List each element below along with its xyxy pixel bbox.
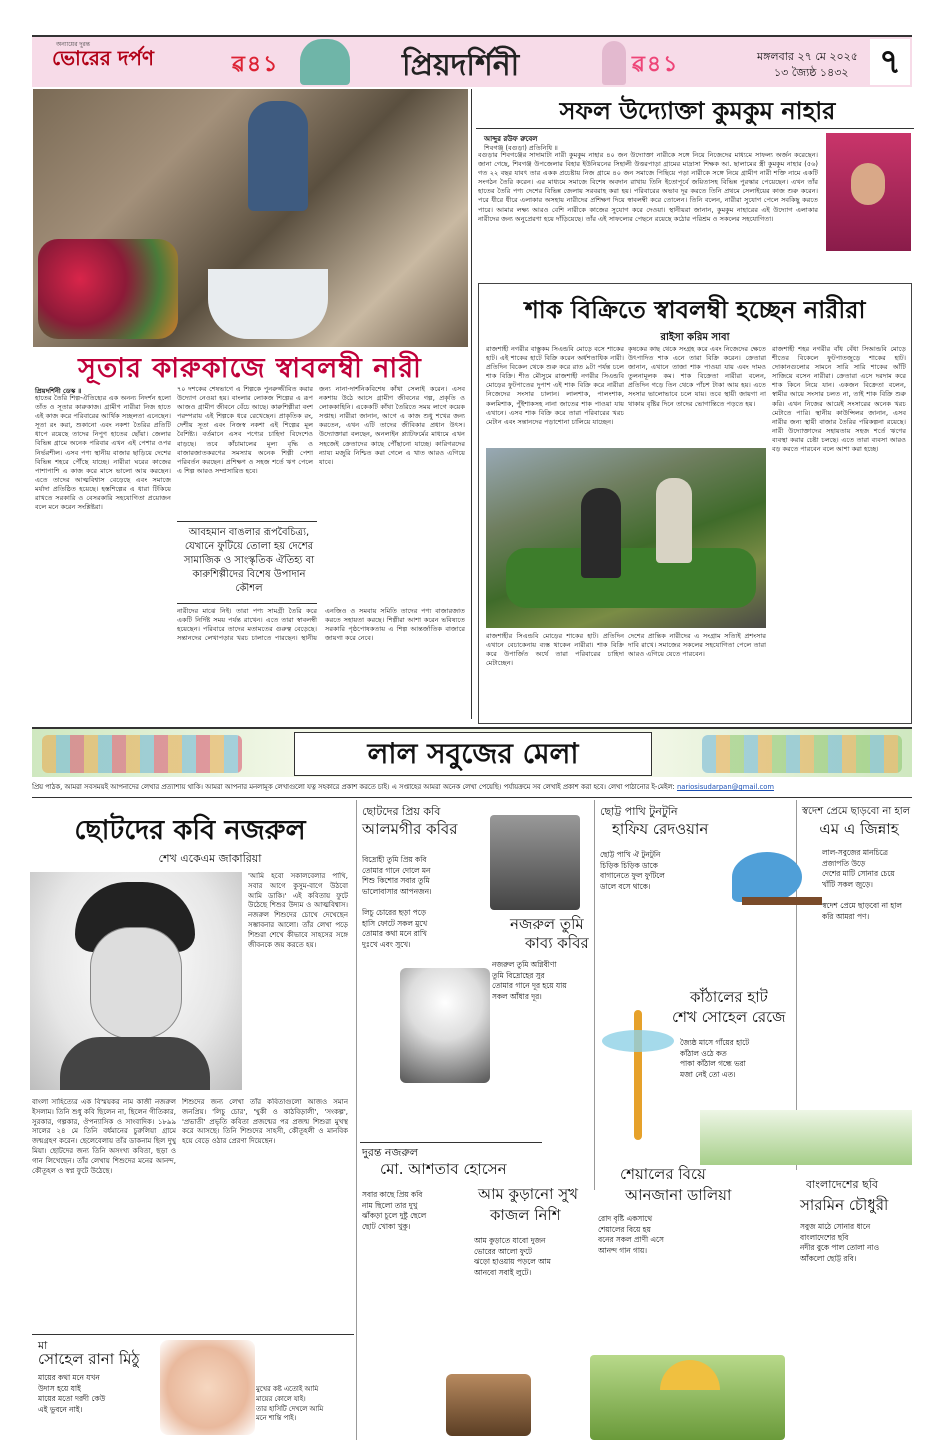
poem-text-swadesh: লাল-সবুজের মানচিত্রে প্রজাপতি উড়ে দেশের মাটি সোনার চেয়ে খাঁটি সকল জুড়ে। স্বদেশ প্রেমে ছাড়বো না হাল করি আমরা পণ। (822, 848, 902, 921)
mother-child-illustration (160, 1340, 255, 1435)
nazrul-body-col2: শিশুদের জন্য লেখা তাঁর কবিতাগুলো আজও সমান জনপ্রিয়। 'লিচু চোর', 'খুকী ও কাঠবিড়ালী', 'সংকল্প', 'প্রভাতী' প্রভৃতি কবিতা প্রজন্মের পর প্রজন্ম শিশুরা মুখস্থ করে আসছে। তিনি শিশুদের সাহসী, কৌতূহলী ও মানবিক হয়ে বেড়ে ওঠার প্রেরণা দিয়েছেন। (182, 1098, 348, 1146)
shak-body-col2b: দেশের প্রান্তিক নারীদের এ সংগ্রাম সত্যিই প্রশংসার দাবি রাখে। সমাজের সকলের সহযোগিতা পেলে তারা আরও এগিয়ে যেতে পারবেন। (628, 632, 766, 659)
sutar-body-col3: জন্য নানা-দার্শনিকবিশেষ কাঁথা সেলাই করেন। এসব নকশায় উঠে আসে গ্রামীণ জীবনের গল্প, প্রকৃতি ও লোককাহিনি। একেকটি কাঁথা তৈরিতে সময় লাগে কয়েক সপ্তাহ। নারীরা জানান, আগে এ কাজ শুধু শখের জন্য করতেন, এখন এটি তাদের জীবিকার প্রধান উৎস। উদ্যোক্তারা বলছেন, অনলাইন প্ল্যাটফর্মের মাধ্যমে এখন সহজেই ক্রেতাদের কাছে পৌঁছানো যাচ্ছে। কারিগরদের ন্যায্য মজুরি নিশ্চিত করা গেলে এ খাত আরও এগিয়ে যাবে। (319, 385, 465, 466)
column-divider (594, 800, 595, 1190)
divider (476, 128, 914, 129)
shak-article-title: শাক বিক্রিতে স্বাবলম্বী হচ্ছেন নারীরা (524, 296, 866, 324)
poem-text-tuntuni: ছোট্ট পাখি ঐ টুনটুনি চিড়িক চিড়িক ডাকে বাগানেতে ফুল ফুটিলে ডালে বসে থাকে। (600, 850, 665, 891)
kumkum-byline: আব্দুর রউফ রুবেল (484, 135, 538, 143)
shak-body-col3: রাজশাহী শহর নগরীর বাঁধ বেঁধা সিআন্ডবি মোড়ে শীতের বিকেলে ফুটপাতজুড়ে শাকের হাট। দোকানগুলোর সামনে সারি সারি শাকের আঁটি সাজিয়ে বসেন নারীরা। ক্রেতারা এসে দরদাম করে শাক কিনে নিয়ে যান। একজন বিক্রেতা বলেন, স্বামীর আয়ে সংসার চলত না, তাই শাক বিক্রি শুরু করি। এখন নিজের আয়েই সংসারের অনেক খরচ মেটাতে পারি। স্থানীয় কাউন্সিলর জানান, এসব নারীর জন্য স্থায়ী বাজার তৈরির পরিকল্পনা রয়েছে। নারী উদ্যোক্তাদের সহায়তায় সহজ শর্তে ঋণের ব্যবস্থা করার চেষ্টা চলছে। এতে তারা ব্যবসা আরও বড় করতে পারবেন বলে আশা করা হচ্ছে। (772, 345, 906, 454)
poem-text-nazrul-tumi: নজরুল তুমি অগ্নিবীণা তুমি বিদ্রোহের সুর তোমার গানে দূর হয়ে যায় সকল আঁধার দূর। (492, 960, 567, 1001)
page-header (32, 35, 912, 87)
poem-title-priyo-kobi: ছোটদের প্রিয় কবি (362, 805, 441, 818)
nazrul-painting (446, 1374, 531, 1436)
poem-author-aam: কাজল নিশি (490, 1206, 561, 1224)
divider (32, 1334, 354, 1335)
shak-byline: রাইসা করিম সাবা (660, 332, 730, 343)
poem-author-kathal: শেখ সোহেল রেজে (672, 1008, 786, 1026)
poem-title-ma: মা (38, 1339, 48, 1352)
kumkum-nahar-portrait (826, 133, 911, 251)
poem-title-nazrul-tumi: নজরুল তুমি (510, 915, 584, 933)
nazrul-portrait-small (490, 815, 580, 910)
kids-intro-line (32, 782, 912, 794)
poem-title-bangladesh: বাংলাদেশের ছবি (806, 1178, 879, 1191)
poem-author-swadesh: এম এ জিন্নাহ (819, 820, 899, 838)
sutar-body-col2: ৭০ দশকের শেষভাগে এ শিল্পকে পুনরুজ্জীবিত করার উদ্যোগ নেওয়া হয়। বাংলার লোকজ শিল্পের এ রূপ আজও গ্রামীণ জীবনে বেঁচে আছে। কারুশিল্পীরা বংশ পরম্পরায় এই শিল্পকে ধরে রেখেছেন। প্রাকৃতিক রং, দেশীয় সূতা এবং নিজস্ব নকশা এই শিল্পের মূল বৈশিষ্ট্য। বর্তমানে এসব পণ্যের চাহিদা বিদেশেও বাড়ছে। তবে কাঁচামালের মূল্য বৃদ্ধি ও বাজারজাতকরণের সমস্যায় অনেক শিল্পী পেশা পরিবর্তন করছেন। প্রশিক্ষণ ও সহজ শর্তে ঋণ পেলে এ শিল্প আরও সম্প্রসারিত হবে। (177, 385, 313, 475)
paper-logo: ভোরের দর্পণ (52, 46, 154, 70)
page-number: ৭ (870, 39, 910, 85)
paper-tagline: অন্যায়ের দুরন্ত (56, 41, 90, 48)
children-umbrella-illustration (590, 1355, 785, 1440)
poem-title-swadesh: স্বদেশ প্রেমে ছাড়বো না হাল (801, 806, 911, 817)
banner-children-art-left (42, 735, 242, 773)
buyer-figure (656, 478, 692, 563)
nazrul-author: শেখ একেএম জাকারিয়া (158, 852, 262, 865)
pullquote-rule (177, 521, 317, 522)
white-basin (208, 269, 328, 339)
poem-text-aam: আম কুড়াতে যাবো দুজন ভোরের আলো ফুটে ঝড়ো হাওয়ায় পড়লে আম আনবো সবাই লুটে। (474, 1236, 551, 1277)
poem-text-duronto: সবার কাছে প্রিয় কবি নাম ছিলো তার দুখু ঝাঁকড়া চুলে দুষ্টু ছেলে ছোট খোকা খুকু। (362, 1190, 427, 1231)
poem-author-bangladesh: সারমিন চৌধুরী (800, 1196, 889, 1214)
divider (360, 1142, 542, 1143)
ma-poem-continuation: মুখের কষ্ট এতোই আমি মায়ের কোলে যাই। তার হাসিটি দেখলে আমি মনে শান্তি পাই। (256, 1385, 324, 1423)
vendor-figure (581, 488, 621, 578)
poem-author-ma: সোহেল রানা মিঠু (38, 1350, 140, 1368)
section-title: প্রিয়দর্শিনী (402, 48, 520, 83)
kumkum-dateline: শিবগঞ্জ (বগুড়া) প্রতিনিধি ॥ (484, 144, 558, 152)
sutar-dateline: প্রিয়দর্শিনী ডেস্ক ॥ (35, 387, 82, 395)
banner-children-art-right (702, 735, 902, 773)
section-rule (32, 797, 912, 798)
poem-title-kathal: কাঁঠালের হাট (690, 988, 768, 1006)
poem-title-duronto: দুরন্ত নজরুল (362, 1146, 418, 1159)
poem-text-kathal: জ্যৈষ্ঠ মাসে গাঁয়ের হাটে কাঁঠাল ওঠে কত পাকা কাঁঠাল গন্ধে ভরা মজা নেই তো এত। (680, 1038, 750, 1079)
portrait-face-sketch (90, 927, 182, 1039)
bird-body (732, 852, 802, 902)
sutar-body-col4: নারীদের মাঝে নিই। তারা পণ্য সামগ্রী তৈরি করে একটি নির্দিষ্ট সময় পর্যন্ত রাখেন। এতে তারা স্বাবলম্বী হয়েছেন। পরিবারে তাদের মতামতের গুরুত্ব বেড়েছে। সন্তানদের লেখাপড়ার খরচ চালাতে পারছেন। স্থানীয় এনজিও ও সমবায় সমিতি তাদের পণ্য বাজারজাত করতে সহায়তা করছে। শিল্পীরা আশা করেন ভবিষ্যতে সরকারি পৃষ্ঠপোষকতায় এ শিল্প আন্তর্জাতিক বাজারে জায়গা করে নেবে। (177, 607, 465, 643)
dragonfly-illustration (598, 1000, 678, 1150)
vegetable-market-photo (486, 448, 766, 628)
pullquote-rule-bottom (177, 603, 317, 604)
nazrul-caricature (400, 968, 490, 1083)
umbrella (660, 1360, 720, 1390)
weaver-figure (248, 101, 308, 211)
column-divider (471, 89, 472, 719)
kumkum-article-body: বগুড়ার শিবগঞ্জের সাদামাটা নারী কুমকুম নাহার ৪০ জন উদ্যোক্তা নারীকে সঙ্গে নিয়ে নিজেদের মাধ্যমে সাফল্য অর্জন করেছেন। জানা গেছে, শিবগঞ্জ উপজেলার বিহার ইউনিয়নের সিহালী উত্তরপাড়া গ্রামের মাদ্রাসা শিক্ষক আ. ছালামের স্ত্রী কুমকুম নাহার (৫৬) গত ২২ বছর যাবৎ তার একক প্রচেষ্টায় নিজ গ্রামে ৪০ জন সমাজে পিছিয়ে পড়া নারীকে সঙ্গে নিয়ে গ্রামীণ নারী শক্তি নামে একটি সংগঠন তৈরি করেন। এর মাধ্যমে সমাজে বিশেষ অবদান রাখায় তিনি ইতোপূর্বে জয়িতাসহ বিভিন্ন পুরস্কার পেয়েছেন। এখন তাঁর হাতের তৈরি পণ্য দেশের বিভিন্ন জেলায় সরবরাহ করা হয়। পরিবারের অভাব দূর করতে তিনি প্রথমে সেলাইয়ের কাজ শুরু করেন। পরে ধীরে ধীরে এলাকার অসহায় নারীদের প্রশিক্ষণ দিয়ে স্বাবলম্বী করে তোলেন। তিনি বলেন, নারীরা সুযোগ পেলে সবকিছু করতে পারে। আমার লক্ষ্য আরও বেশি নারীকে কাজের সুযোগ করে দেওয়া। স্থানীয়রা জানান, কুমকুম নাহারের এই উদ্যোগ এলাকার নারীদের জন্য অনুপ্রেরণা হয়ে দাঁড়িয়েছে। তাঁর এই সাফল্যের পেছনে রয়েছে কঠোর পরিশ্রম ও সকলের সহযোগিতা। (478, 151, 818, 223)
kids-intro-text: প্রিয় পাঠক, আমরা সবসময়ই আপনাদের লেখার প্রত্যাশায় থাকি। আমরা আপনার মনলামূক লেখাগুলো যত্ন সহকারে প্রকাশ করতে চাই। এ সপ্তাহের আমরা অনেক লেখা পেয়েছি। পর্যায়ক্রমে সব লেখাই প্রকাশ করা হবে। লেখা পাঠানোর ই-মেইল: (32, 783, 675, 791)
poem-author-duronto: মো. আশতাব হোসেন (380, 1160, 507, 1178)
nazrul-body-col1: বাংলা সাহিত্যের এক বিস্ময়কর নাম কাজী নজরুল ইসলাম। তিনি শুধু কবি ছিলেন না, ছিলেন গীতিকার, সুরকার, গল্পকার, ঔপন্যাসিক ও সাংবাদিক। ১৮৯৯ সালের ২৪ মে তিনি বর্ধমানের চুরুলিয়া গ্রামে জন্মগ্রহণ করেন। ছেলেবেলায় তাঁর ডাকনাম ছিল দুখু মিয়া। ছোটদের জন্য তিনি অসংখ্য কবিতা, ছড়া ও গান লিখেছেন। তাঁর লেখায় শিশুদের মনের আনন্দ, কৌতূহল ও স্বপ্ন ফুটে উঠেছে। (32, 1098, 176, 1175)
kumkum-article-title: সফল উদ্যোক্তা কুমকুম নাহার (559, 97, 836, 125)
issue-date-bangla: ১৩ জ্যৈষ্ঠ ১৪৩২ (774, 66, 849, 79)
kids-section-title: লাল সবুজের মেলা (294, 732, 652, 776)
decorative-numeral-art-right: ৱ৪১ (632, 52, 680, 77)
leafy-greens-pile (506, 548, 756, 608)
decorative-numeral-art: ৱ৪১ (232, 52, 280, 77)
sutar-article-headline: সূতার কারুকাজে স্বাবলম্বী নারী (78, 353, 422, 384)
bird-illustration (712, 842, 822, 924)
branch (742, 897, 822, 905)
woman-illustration-icon (300, 39, 350, 85)
poem-title-sheyal: শেয়ালের বিয়ে (620, 1165, 706, 1183)
poem-title-tuntuni: ছোট্ট পাখি টুনটুনি (600, 805, 678, 818)
poem-author-priyo-kobi: আলমগীর কবির (362, 820, 458, 838)
portrait-shoulders (60, 1037, 210, 1090)
poem-text-ma: মায়ের কথা মনে যখন উদাস হয়ে যাই মায়ের মতো দরদী কেউ এই ভুবনে নাই। (38, 1373, 106, 1414)
nazrul-quote-column: 'আমি হবো সকালবেলার পাখি, সবার আগে কুসুম-বাগে উঠবো আমি ডাকি।' এই কবিতায় ফুটে উঠেছে শিশুর উদ্যম ও আত্মবিশ্বাস। নজরুল শিশুদের চোখে দেখেছেন সম্ভাবনার আলো। তাঁর লেখা পড়ে শিশুরা শেখে কীভাবে সাহসের সঙ্গে জীবনকে জয় করতে হয়। (248, 872, 348, 949)
shak-body-col2: কৃষকের কাছ থেকে সংগ্রহ করে এবং নিজেদের ক্ষেতে উৎপাদিত শাক এনে তারা বিক্রি করেন। ক্রেতারা জানান, এখানে তাজা শাক পাওয়া যায় এবং দামও তুলনামূলক কম। শাক বিক্রেতা নারীরা বলেন, প্রতিদিন গড়ে তিন থেকে পাঁচশ টাকা আয় হয়। এতে সংসার ভালোভাবে চলে যায়। তবে স্থায়ী জায়গা না থাকায় বৃষ্টির দিনে তাদের ভোগান্তিতে পড়তে হয়। (628, 345, 766, 408)
shak-body-col1b: রাজশাহীর সিএন্ডবি মোড়ের শাকের হাট। প্রতিদিন এখানে বেচাকেনায় ব্যস্ত থাকেন নারীরা। শাক বিক্রি করে উপার্জিত অর্থে তারা পরিবারের চাহিদা মেটাচ্ছেন। (486, 632, 624, 668)
poem-text-bangladesh: সবুজ মাঠে সোনার ধানে বাংলাদেশের ছবি নদীর বুকে পাল তোলা নাও আঁকলো ছোট্ট রবি। (800, 1222, 880, 1263)
sutar-body-col1: হাতের তৈরি শিল্প-ঐতিহ্যের এক অনন্য নিদর্শন হলো তাঁত ও সূতার কারুকাজ। গ্রামীণ নারীরা নিজ হাতে এই কাজ করে পরিবারের আর্থিক সচ্ছলতা এনেছেন। সূতা রং করা, শুকানো এবং নকশা তৈরির প্রতিটি ধাপে রয়েছে তাদের নিপুণ হাতের ছোঁয়া। জেলার বিভিন্ন গ্রামে অনেক পরিবার এখন এই পেশার ওপর নির্ভরশীল। এসব পণ্য স্থানীয় বাজার ছাড়িয়ে দেশের বিভিন্ন শহরে পৌঁছে যাচ্ছে। নারীরা ঘরের কাজের পাশাপাশি এ কাজ করে মাসে ভালো আয় করছেন। এতে তাদের আত্মবিশ্বাস বেড়েছে এবং সমাজে মর্যাদা প্রতিষ্ঠিত হয়েছে। হস্তশিল্পের এ ধারা টিকিয়ে রাখতে সরকারি ও বেসরকারি সহযোগিতা প্রয়োজন বলে মনে করেন সংশ্লিষ্টরা। (35, 394, 171, 512)
sutar-pullquote: আবহমান বাঙলার রূপবৈচিত্র্য, যেখানে ফুটিয়ে তোলা হয় দেশের সামাজিক ও সাংস্কৃতিক ঐতিহ্য বা কারুশিল্পীদের বিশেষ উপাদান কৌশল (183, 527, 315, 594)
nazrul-portrait-sketch (30, 872, 242, 1090)
poem-author-sheyal: আনজানা ডালিয়া (625, 1186, 732, 1204)
portrait-face (851, 163, 885, 205)
issue-date: মঙ্গলবার ২৭ মে ২০২৫ (757, 50, 858, 63)
poem-title-aam: আম কুড়ানো সুখ (478, 1185, 579, 1203)
column-divider (356, 800, 357, 1440)
woman-figure-icon (602, 41, 626, 85)
yarn-bundles (38, 239, 178, 339)
shak-body-col1: রাজশাহী নগরীর বাস্তুকম সিএন্ডবি মোড়ে বসে শাকের হাট। এই শাকের হাটে বিক্রি করেন অর্ধশতাধিক নারী। প্রতিদিন বিকেল থেকে শুরু করে রাত ৯টা পর্যন্ত চলে শাক বিক্রি। শীত মৌসুমে রাজশাহী নগরীর সিএন্ডবি মোড়ের ফুটপাতের দুপাশ এই শাক বিক্রি করে নারীরা নিজেদের সংসার চালান। লালশাক, পালংশাক, কলমিশাক, পুঁইশাকসহ নানা জাতের শাক পাওয়া যায় এখানে। এসব শাক বিক্রি করে তারা পরিবারের খরচ মেটান এবং সন্তানদের পড়াশোনা চালিয়ে যাচ্ছেন। (486, 345, 624, 426)
village-scene-illustration (700, 1110, 912, 1165)
poem-author-tuntuni: হাফিয রেদওয়ান (612, 820, 709, 838)
poem-author-nazrul-tumi: কাব্য কবির (525, 934, 589, 952)
kids-section-banner (32, 727, 912, 777)
nazrul-article-title: ছোটদের কবি নজরুল (74, 815, 306, 846)
dragonfly-wings (602, 1030, 674, 1052)
weaving-woman-photo (33, 89, 468, 347)
poem-text-sheyal: রোদ বৃষ্টি একসাথে শেয়ালের বিয়ে হয় বনের সকল প্রাণী এসে আনন্দ গান গায়। (598, 1214, 664, 1255)
poem-text-priyo-kobi: বিদ্রোহী তুমি প্রিয় কবি তোমার গানে দোলে মন শিশু কিশোর সবার তুমি ভালোবাসার আপনজন। লিচু চোরের ছড়া পড়ে হাসি ফোটে সকল মুখে তোমার কথা মনে রাখি দুঃখে এবং সুখে। (362, 855, 432, 949)
email-link[interactable]: nariosisudarpan@gmail.com (676, 783, 774, 791)
